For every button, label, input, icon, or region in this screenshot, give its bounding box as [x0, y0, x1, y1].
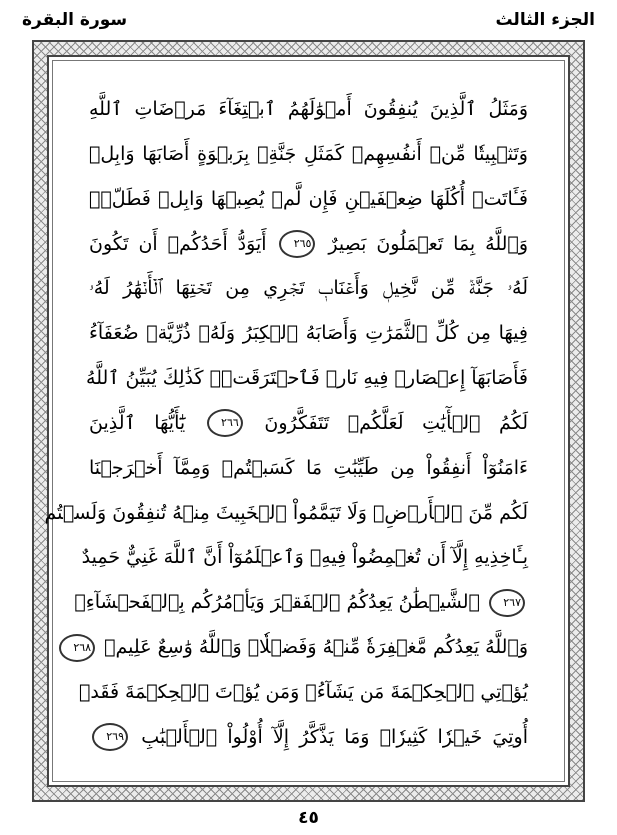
- text-line: ءَامَنُوٓاْ أَنفِقُواْ مِن طَيِّبَٰتِ مَا كَسَبۡتُمۡ وَمِمَّآ أَخۡرَجۡنَا: [89, 456, 528, 479]
- ayah-number-marker: ٢٦٨: [59, 634, 95, 662]
- text-line: لَهُۥ جَنَّةٞ مِّن نَّخِيلٖ وَأَعۡنَابٖ تَجۡرِي مِن تَحۡتِهَا ٱلۡأَنۡهَٰرُ لَهُۥ: [89, 277, 528, 300]
- ornamental-frame: [32, 40, 585, 802]
- ayah-number-marker: ٢٦٩: [92, 723, 128, 751]
- juz-name: الجزء الثالث: [495, 10, 595, 30]
- text-line: يُؤۡتِي ٱلۡحِكۡمَةَ مَن يَشَآءُۚ وَمَن يُؤۡتَ ٱلۡحِكۡمَةَ فَقَدۡ: [78, 680, 528, 703]
- ayah-number-marker: ٢٦٥: [279, 230, 315, 258]
- page-number: ٤٥: [298, 808, 319, 828]
- ayah-number-marker: ٢٦٧: [489, 589, 525, 617]
- text-line: أُوتِيَ خَيۡرٗا كَثِيرٗاۗ وَمَا يَذَّكَّرُ إِلَّآ أُوْلُواْ ٱلۡأَلۡبَٰبِ ٢٦٩: [89, 717, 528, 757]
- text-line: بِـَٔاخِذِيهِ إِلَّآ أَن تُغۡمِضُواْ فِيهِۚ وَٱعۡلَمُوٓاْ أَنَّ ٱللَّهَ غَنِيٌّ حَمِيدٌ: [81, 546, 528, 569]
- text-line: وَٱللَّهُ يَعِدُكُم مَّغۡفِرَةٗ مِّنۡهُ وَفَضۡلٗاۗ وَٱللَّهُ وَٰسِعٌ عَلِيمٞ ٢٦٨: [89, 627, 528, 667]
- ayah-number-marker: ٢٦٦: [207, 409, 243, 437]
- text-line: وَٱللَّهُ بِمَا تَعۡمَلُونَ بَصِيرٌ ٢٦٥ أَيَوَدُّ أَحَدُكُمۡ أَن تَكُونَ: [89, 224, 528, 264]
- text-line: فَـَٔاتَتۡ أُكُلَهَا ضِعۡفَيۡنِ فَإِن لَّمۡ يُصِبۡهَا وَابِلٞ فَطَلّٞۗ: [89, 187, 528, 210]
- text-line: فِيهَا مِن كُلِّ ٱلثَّمَرَٰتِ وَأَصَابَهُ ٱلۡكِبَرُ وَلَهُۥ ذُرِّيَّةٞ ضُعَفَآءُ: [89, 322, 528, 345]
- text-line: لَكُم مِّنَ ٱلۡأَرۡضِۖ وَلَا تَيَمَّمُواْ ٱلۡخَبِيثَ مِنۡهُ تُنفِقُونَ وَلَسۡتُم: [44, 501, 528, 524]
- surah-name: سورة البقرة: [22, 10, 128, 30]
- text-line: فَأَصَابَهَآ إِعۡصَارٞ فِيهِ نَارٞ فَٱحۡتَرَقَتۡۗ كَذَٰلِكَ يُبَيِّنُ ٱللَّهُ: [86, 367, 528, 390]
- text-line: وَتَثۡبِيتٗا مِّنۡ أَنفُسِهِمۡ كَمَثَلِ جَنَّةِۭ بِرَبۡوَةٍ أَصَابَهَا وَابِلٞ: [89, 142, 528, 165]
- text-line: وَمَثَلُ ٱلَّذِينَ يُنفِقُونَ أَمۡوَٰلَهُمُ ٱبۡتِغَآءَ مَرۡضَاتِ ٱللَّهِ: [89, 98, 528, 120]
- page-header: [22, 6, 595, 34]
- text-line: ٢٦٧ ٱلشَّيۡطَٰنُ يَعِدُكُمُ ٱلۡفَقۡرَ وَيَأۡمُرُكُم بِٱلۡفَحۡشَآءِۖ: [89, 582, 528, 622]
- verse-text: [44, 89, 528, 757]
- text-panel: [44, 55, 570, 787]
- text-line: لَكُمُ ٱلۡأٓيَٰتِ لَعَلَّكُمۡ تَتَفَكَّرُونَ ٢٦٦ يَٰٓأَيُّهَا ٱلَّذِينَ: [89, 403, 528, 443]
